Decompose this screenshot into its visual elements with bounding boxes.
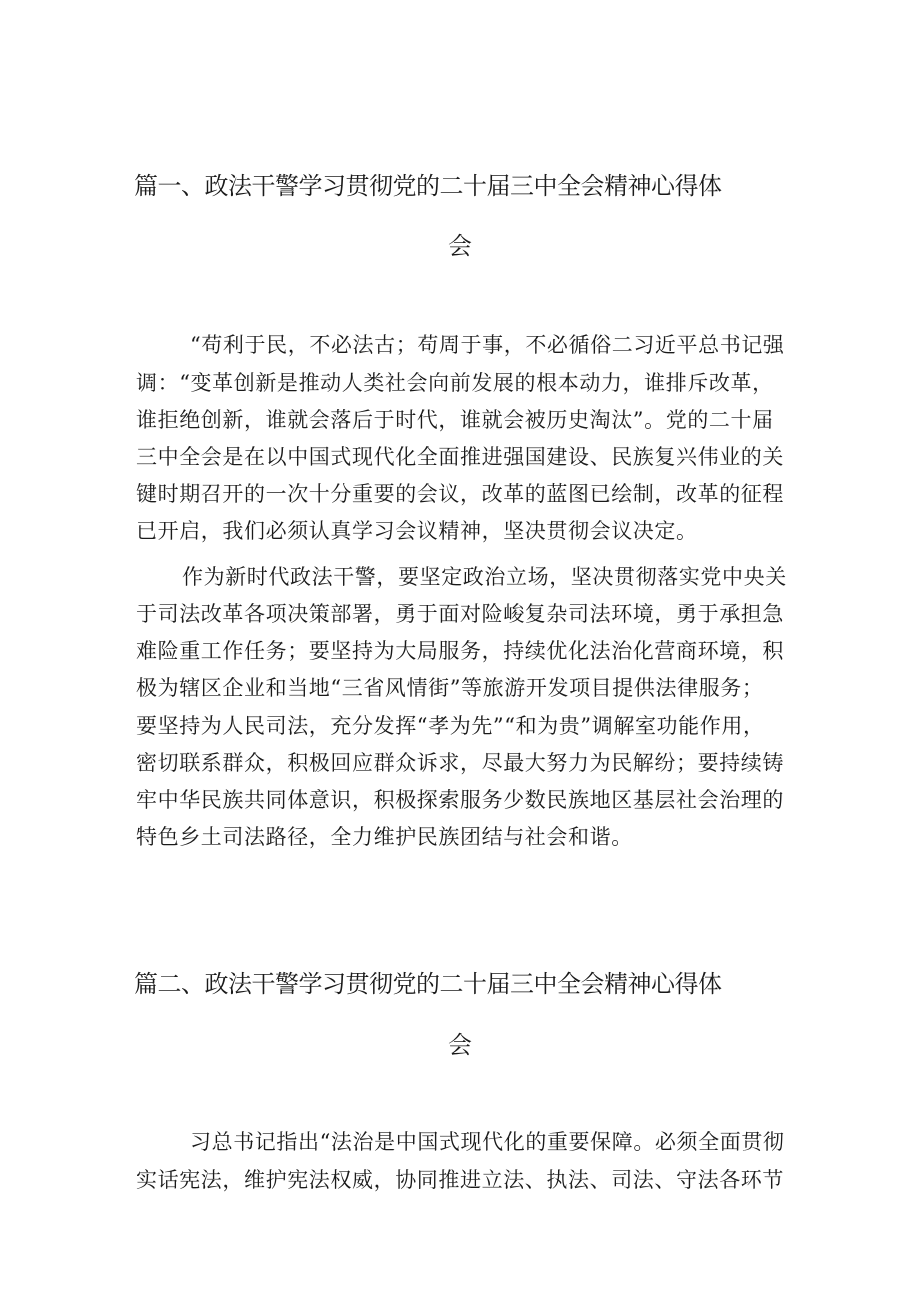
section2-title-line1: 篇二、政法干警学习贯彻党的二十届三中全会精神心得体 bbox=[134, 970, 722, 998]
section1-p1-line: 谁拒绝创新，谁就会落后于时代，谁就会被历史淘汰”。党的二十届 bbox=[136, 408, 774, 432]
section1-p2-line: 作为新时代政法干警，要坚定政治立场，坚决贯彻落实党中央关 bbox=[182, 565, 787, 589]
section1-p2-line: 密切联系群众，积极回应群众诉求，尽最大努力为民解纷；要持续铸 bbox=[136, 751, 784, 775]
section1-p2-line: 极为辖区企业和当地“三省风情街”等旅游开发项目提供法律服务； bbox=[136, 676, 764, 700]
section1-p2-line: 难险重工作任务；要坚持为大局服务，持续优化法治化营商环境，积 bbox=[136, 639, 784, 663]
section1-p1-line: 调：“变革创新是推动人类社会向前发展的根本动力，谁排斥改革， bbox=[136, 371, 774, 395]
section1-p2-line: 要坚持为人民司法，充分发挥“孝为先”“和为贵”调解室功能作用， bbox=[136, 714, 765, 738]
section2-p1-line: 习总书记指出“法治是中国式现代化的重要保障。必须全面贯彻 bbox=[190, 1130, 785, 1154]
section1-p1-line: “苟利于民，不必法古；苟周于事，不必循俗二习近平总书记强 bbox=[190, 333, 785, 357]
section2-p1-line: 实话宪法，维护宪法权威，协同推进立法、执法、司法、守法各环节 bbox=[136, 1168, 784, 1192]
section2-title-line2: 会 bbox=[448, 1031, 472, 1059]
section1-p1-line: 三中全会是在以中国式现代化全面推进强国建设、民族复兴伟业的关 bbox=[136, 445, 784, 469]
section1-p2-line: 特色乡土司法路径，全力维护民族团结与社会和谐。 bbox=[136, 825, 633, 849]
section1-p2-line: 于司法改革各项决策部署，勇于面对险峻复杂司法环境，勇于承担急 bbox=[136, 602, 784, 626]
section1-p1-line: 键时期召开的一次十分重要的会议，改革的蓝图已绘制，改革的征程 bbox=[136, 482, 784, 506]
section1-p2-line: 牢中华民族共同体意识，积极探索服务少数民族地区基层社会治理的 bbox=[136, 788, 784, 812]
section1-title-line1: 篇一、政法干警学习贯彻党的二十届三中全会精神心得体 bbox=[134, 172, 722, 200]
section1-title-line2: 会 bbox=[448, 232, 472, 260]
section1-p1-line: 已开启，我们必须认真学习会议精神，坚决贯彻会议决定。 bbox=[136, 519, 698, 543]
